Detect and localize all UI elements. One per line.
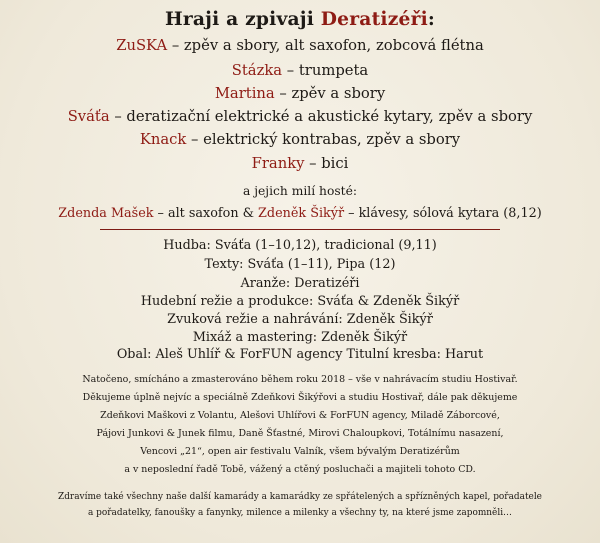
band-name: Deratizéři <box>320 8 428 30</box>
member-role: – deratizační elektrické a akustické kytary, zpěv a sbory <box>109 108 533 125</box>
member-name: Knack <box>139 131 187 148</box>
greeting-line: Zdravíme také všechny naše další kamarády a kamarádky ze spřátelených a spřízněných kapel, pořadatele <box>58 492 542 502</box>
guest-role: – klávesy, sólová kytara (8,12) <box>344 206 542 221</box>
member-name: Stázka <box>231 62 283 79</box>
member-name: Franky <box>251 155 305 172</box>
credit-line: Obal: Aleš Uhlíř & ForFUN agency Titulní kresba: Harut <box>116 347 484 362</box>
member-line <box>0 108 600 125</box>
guest-name: Zdenda Mašek <box>58 206 154 221</box>
divider <box>100 229 500 230</box>
member-role: – zpěv a sbory, alt saxofon, zobcová flétna <box>167 37 484 54</box>
thanks-line: Vencovi „21“, open air festivalu Valník, všem bývalým Deratizérům <box>140 446 460 457</box>
member-name: Martina <box>214 85 275 102</box>
guest-name: Zdeněk Šikýř <box>258 206 345 221</box>
credit-line: Mixáž a mastering: Zdeněk Šikýř <box>192 330 408 345</box>
member-role: – elektrický kontrabas, zpěv a sbory <box>186 131 461 148</box>
member-name: ZuSKA <box>116 37 168 54</box>
credit-line: Hudební režie a produkce: Sváťa & Zdeněk Šikýř <box>140 294 460 309</box>
thanks-line: Zdeňkovi Maškovi z Volantu, Alešovi Uhlířovi & ForFUN agency, Miladě Záborcové, <box>100 410 500 421</box>
credit-line: Hudba: Sváťa (1–10,12), tradicional (9,11) <box>163 238 437 253</box>
heading-lead: Hraji a zpivaji <box>164 8 321 30</box>
member-line <box>0 37 600 54</box>
credit-line: Texty: Sváťa (1–11), Pipa (12) <box>204 257 396 272</box>
member-name: Sváťa <box>67 108 110 125</box>
guests-line <box>0 206 600 221</box>
member-role: – trumpeta <box>282 62 369 79</box>
member-line <box>0 85 600 102</box>
member-line <box>0 131 600 148</box>
thanks-line: Děkujeme úplně nejvíc a speciálně Zdeňkovi Šikýřovi a studiu Hostivař, dále pak děkujeme <box>82 392 518 403</box>
heading-colon: : <box>427 8 435 30</box>
member-line <box>0 62 600 79</box>
performers-heading <box>0 8 600 30</box>
guests-label: a jejich milí hosté: <box>242 184 357 198</box>
credit-line: Zvuková režie a nahrávání: Zdeněk Šikýř <box>167 312 433 327</box>
thanks-line: a v neposlední řadě Tobě, vážený a ctěný posluchači a majiteli tohoto CD. <box>124 464 476 475</box>
thanks-line: Natočeno, smícháno a zmasterováno během roku 2018 – vše v nahrávacím studiu Hostivař. <box>82 374 518 385</box>
greeting-line: a pořadatelky, fanoušky a fanynky, milence a milenky a všechny ty, na které jsme zapomněli… <box>88 508 512 518</box>
credit-line: Aranže: Deratizéři <box>240 276 360 291</box>
guest-role: – alt saxofon & <box>153 206 259 221</box>
member-line <box>0 155 600 172</box>
thanks-line: Pájovi Junkovi & Junek filmu, Daně Šťastné, Mirovi Chaloupkovi, Totálnímu nasazení, <box>96 428 504 439</box>
member-role: – bici <box>304 155 349 172</box>
member-role: – zpěv a sbory <box>274 85 386 102</box>
